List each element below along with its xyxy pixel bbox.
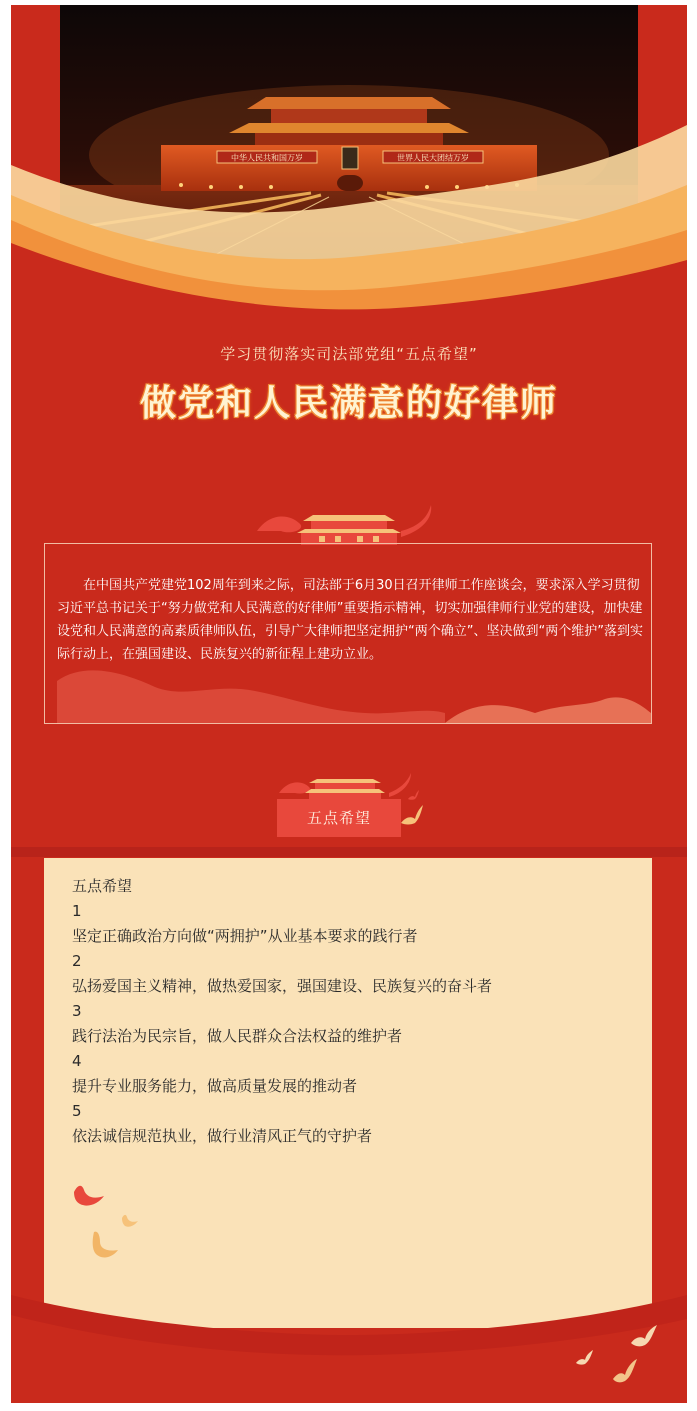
dove-red-icon: [72, 1182, 106, 1212]
banner-right-text: 世界人民大团结万岁: [397, 153, 469, 163]
hope-number: 1: [72, 902, 82, 920]
hope-text: 坚定正确政治方向做“两拥护”从业基本要求的践行者: [72, 927, 418, 945]
dove-bottom-icon: [629, 1323, 659, 1351]
dove-gold-icon: [90, 1228, 120, 1262]
hopes-heading: 五点希望: [72, 877, 133, 895]
hope-text: 提升专业服务能力，做高质量发展的推动者: [72, 1077, 358, 1095]
hope-text: 践行法治为民宗旨，做人民群众合法权益的维护者: [72, 1027, 403, 1045]
subtitle: 学习贯彻落实司法部党组“五点希望”: [220, 345, 478, 363]
dove-bottom-small-icon: [575, 1349, 595, 1369]
hope-number: 5: [72, 1102, 82, 1120]
intro-box: [44, 543, 652, 724]
banner-left-text: 中华人民共和国万岁: [231, 153, 303, 163]
dove-bottom-right-icon: [611, 1357, 639, 1387]
hope-text: 依法诚信规范执业，做行业清风正气的守护者: [72, 1127, 373, 1145]
hopes-list: [72, 874, 492, 1149]
hope-number: 3: [72, 1002, 82, 1020]
section-tag-button[interactable]: 五点希望: [277, 799, 401, 837]
dove-small-icon: [407, 789, 421, 803]
section-divider: [11, 847, 687, 857]
hope-text: 弘扬爱国主义精神，做热爱国家，强国建设、民族复兴的奋斗者: [72, 977, 493, 995]
dove-icon: [399, 803, 425, 829]
poster-frame: [11, 5, 687, 1403]
hope-number: 2: [72, 952, 82, 970]
hopes-card: [44, 858, 652, 1328]
intro-text: 在中国共产党建党102周年到来之际，司法部于6月30日召开律师工作座谈会，要求深入学习贯彻习近平总书记关于“努力做党和人民满意的好律师”重要指示精神，切实加强律师行业党的建设，加快建设党和人民满意的高素质律师队伍，引导广大律师把坚定拥护“两个确立”、坚决做到“两个维护”落到实际行动上，在强国建设、民族复兴的新征程上建功立业。: [57, 578, 643, 662]
hero-image-tiananmen: [11, 5, 687, 343]
page-title: 做党和人民满意的好律师: [139, 383, 558, 424]
gate-decoration-icon: [251, 501, 447, 547]
hills-decoration: [45, 663, 651, 723]
dove-gold-small-icon: [120, 1212, 140, 1232]
hope-number: 4: [72, 1052, 82, 1070]
